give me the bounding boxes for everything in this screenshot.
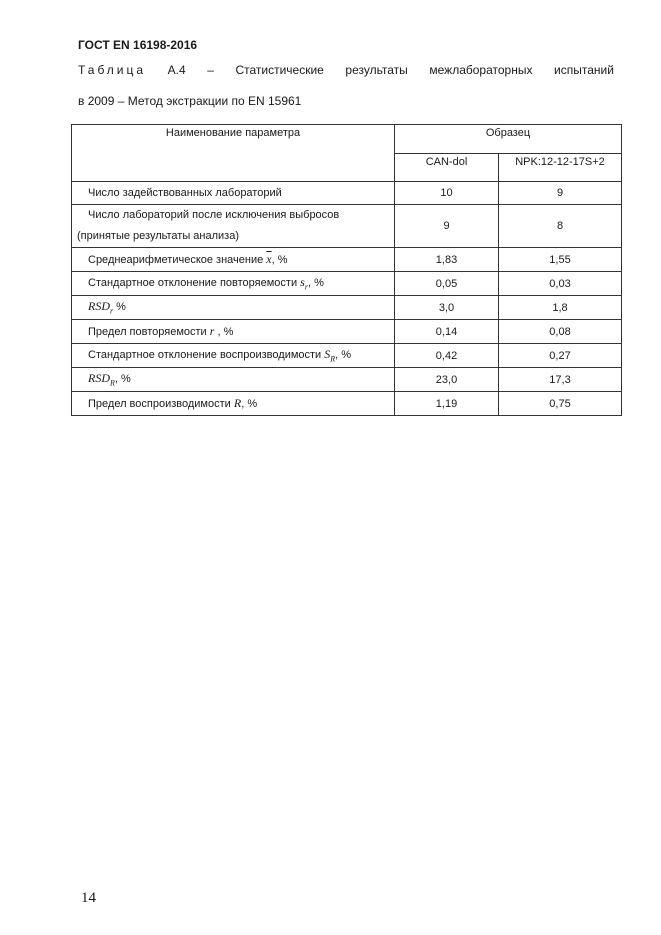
cell-value: 10 (395, 182, 499, 205)
symbol: $RSD_R$ (88, 371, 115, 388)
param-header: Наименование параметра (72, 125, 395, 182)
row-label (72, 344, 395, 368)
table-row (72, 205, 622, 248)
unit-text: , % (214, 326, 234, 338)
results-table (71, 124, 622, 416)
caption-word: межлабораторных (429, 63, 533, 77)
cell-value: 0,08 (499, 320, 622, 344)
table-caption-line2: в 2009 – Метод экстракции по EN 15961 (78, 94, 302, 108)
cell-value: 8 (499, 205, 622, 248)
page-number: 14 (81, 890, 96, 906)
row-label (72, 368, 395, 392)
document-header: ГОСТ EN 16198-2016 (78, 38, 198, 52)
cell-value: 0,42 (395, 344, 499, 368)
row-label-text: Предел повторяемости (88, 326, 207, 338)
unit-text: , % (335, 349, 352, 362)
unit-text: , % (271, 254, 288, 266)
caption-number: А.4 (167, 63, 186, 77)
cell-value: 0,03 (499, 272, 622, 296)
symbol: r (209, 324, 215, 338)
sample-header: Образец (395, 125, 622, 154)
row-label (72, 392, 395, 416)
cell-value: 1,19 (395, 392, 499, 416)
cell-value: 1,83 (395, 248, 499, 272)
row-label: Число задействованных лабораторий (72, 182, 395, 205)
sample-name: CAN-dol (395, 154, 499, 182)
symbol: $S_R$ (324, 347, 336, 364)
symbol: $RSD_r$ (88, 299, 114, 316)
table-row (72, 320, 622, 344)
cell-value: 1,8 (499, 296, 622, 320)
table-row (72, 248, 622, 272)
sample-name: NPK:12-12-17S+2 (499, 154, 622, 182)
table-row (72, 182, 622, 205)
unit-text: , % (307, 277, 324, 290)
cell-value: 9 (395, 205, 499, 248)
cell-value: 0,75 (499, 392, 622, 416)
unit-text: , % (241, 398, 258, 410)
table-row (72, 272, 622, 296)
mean-symbol: $\overline{x}$ (266, 252, 272, 266)
symbol: $s_r$ (300, 275, 308, 292)
table-caption (78, 63, 614, 77)
table-row (72, 368, 622, 392)
table-row (72, 392, 622, 416)
table-row (72, 344, 622, 368)
row-label (72, 320, 395, 344)
unit-text: , % (114, 373, 131, 386)
row-label (72, 272, 395, 296)
row-label-text: Стандартное отклонение повторяемости (88, 277, 298, 290)
caption-word: результаты (345, 63, 408, 77)
caption-word: Статистические (235, 63, 324, 77)
row-label (72, 248, 395, 272)
cell-value: 0,27 (499, 344, 622, 368)
row-label-line: Число лабораторий после исключения выбросов (88, 209, 340, 221)
cell-value: 0,14 (395, 320, 499, 344)
symbol: R (233, 396, 242, 410)
row-label (72, 296, 395, 320)
cell-value: 9 (499, 182, 622, 205)
caption-dash: – (207, 63, 214, 77)
cell-value: 23,0 (395, 368, 499, 392)
table-row (72, 296, 622, 320)
cell-value: 3,0 (395, 296, 499, 320)
cell-value: 17,3 (499, 368, 622, 392)
row-label-text: Стандартное отклонение воспроизводимости (88, 349, 322, 362)
cell-value: 1,55 (499, 248, 622, 272)
caption-word: испытаний (554, 63, 614, 77)
row-label (72, 205, 395, 248)
row-label-line: (принятые результаты анализа) (77, 230, 239, 242)
unit-text: % (113, 301, 126, 314)
row-label-text: Предел воспроизводимости (88, 398, 231, 410)
caption-label: Таблица (78, 63, 147, 77)
row-label-text: Среднеарифметическое значение (88, 254, 264, 266)
cell-value: 0,05 (395, 272, 499, 296)
